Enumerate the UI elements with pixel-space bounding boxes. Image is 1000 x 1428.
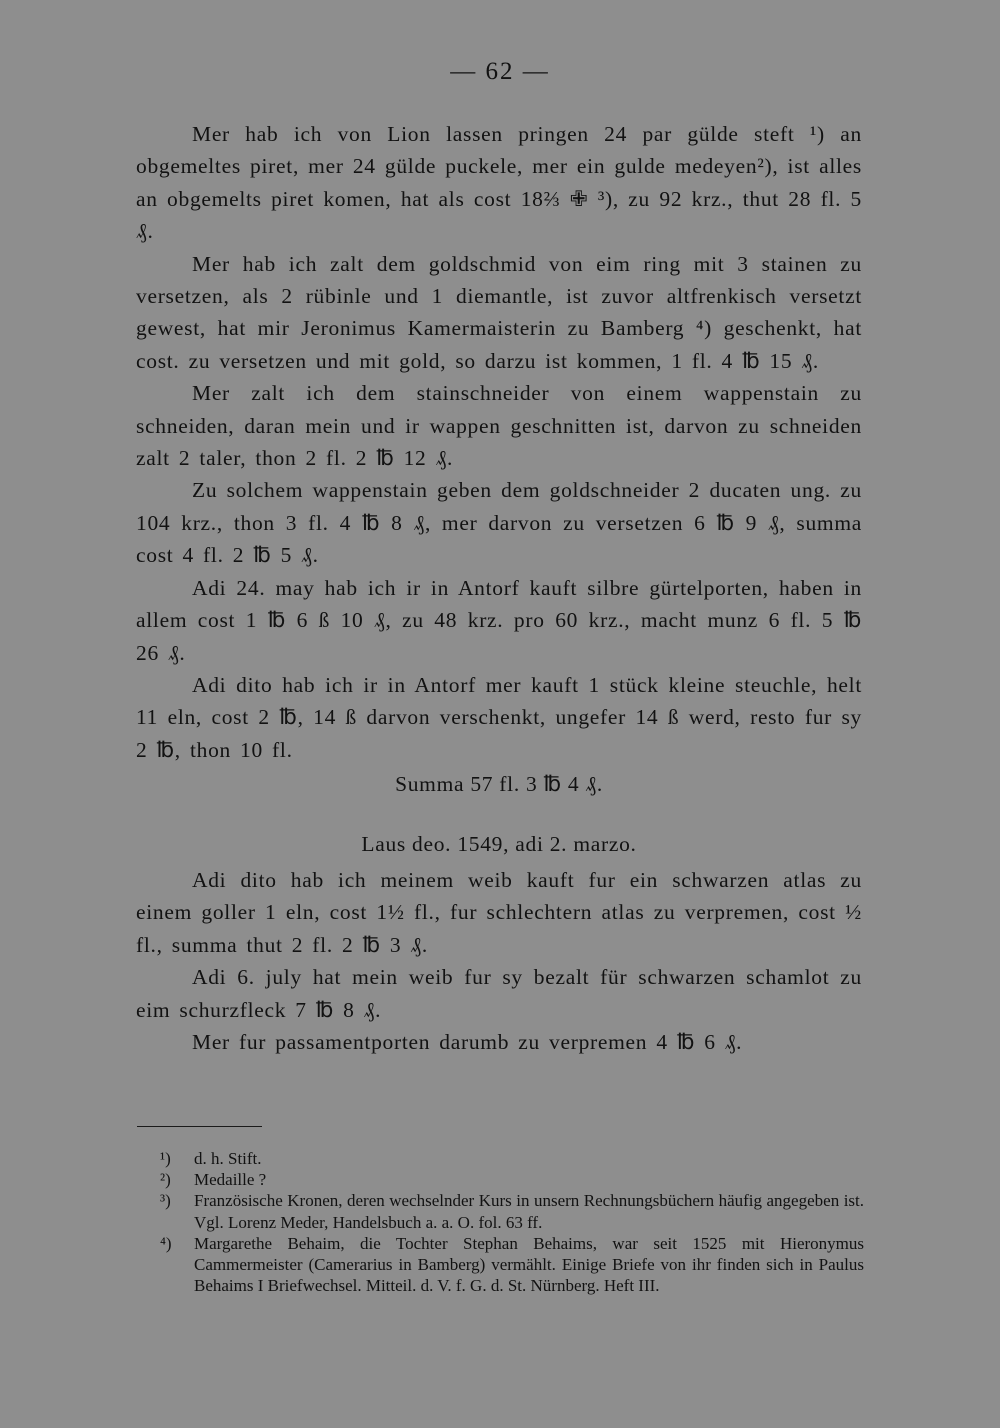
footnote-mark: ³) <box>160 1191 171 1211</box>
paragraph: Mer hab ich von Lion lassen pringen 24 par gülde steft ¹) an obgemeltes piret, mer 24 gülde puckele, mer ein gulde medeyen²), ist alles an obgemelts piret komen, hat als cost 18⅔ ✙ ³), zu 92 krz., thut 28 fl. 5 ₰. <box>136 122 862 244</box>
paragraph: Mer hab ich zalt dem goldschmid von eim ring mit 3 stainen zu versetzen, als 2 rübinle und 1 diemantle, ist zuvor altfrenkisch versetzt gewest, hat mir Jeronimus Kamermaisterin zu Bamberg ⁴) geschenkt, hat cost. zu versetzen und mit gold, so darzu ist kommen, 1 fl. 4 ℔ 15 ₰. <box>136 251 862 373</box>
footnote-text: d. h. Stift. <box>194 1149 262 1168</box>
footnote-text: Französische Kronen, deren wechselnder Kurs in unsern Rechnungsbüchern häufig angegeben ist. Vgl. Lorenz Meder, Handelsbuch a. a. O. fol. 63 ff. <box>194 1191 864 1232</box>
footnote-mark: ²) <box>160 1170 171 1190</box>
footnote <box>160 1148 864 1169</box>
paragraph: Adi 6. july hat mein weib fur sy bezalt für schwarzen schamlot zu eim schurzfleck 7 ℔ 8 ₰. <box>136 965 862 1022</box>
paragraph: Mer fur passamentporten darumb zu verpremen 4 ℔ 6 ₰. <box>192 1029 743 1054</box>
footnote <box>160 1169 864 1190</box>
section-heading: Laus deo. 1549, adi 2. marzo. <box>361 831 637 856</box>
footnote-text: Medaille ? <box>194 1170 267 1190</box>
page-number: — 62 — <box>450 58 550 85</box>
paragraph: Zu solchem wappenstain geben dem goldschneider 2 ducaten ung. zu 104 krz., thon 3 fl. 4 ℔ 8 ₰, mer darvon zu versetzen 6 ℔ 9 ₰, summa cost 4 fl. 2 ℔ 5 ₰. <box>136 478 862 568</box>
paragraph: Adi dito hab ich meinem weib kauft fur ein schwarzen atlas zu einem goller 1 eln, cost 1½ fl., fur schlechtern atlas zu verpremen, cost ½ fl., summa thut 2 fl. 2 ℔ 3 ₰. <box>136 867 862 957</box>
summa-line: Summa 57 fl. 3 ℔ 4 ₰. <box>395 772 603 797</box>
paragraph: Mer zalt ich dem stainschneider von einem wappenstain zu schneiden, daran mein und ir wappen geschnitten ist, darvon zu schneiden zalt 2 taler, thon 2 fl. 2 ℔ 12 ₰. <box>136 381 862 471</box>
paragraph: Adi dito hab ich ir in Antorf mer kauft 1 stück kleine steuchle, helt 11 eln, cost 2 ℔, 14 ß darvon verschenkt, ungefer 14 ß werd, resto fur sy 2 ℔, thon 10 fl. <box>136 672 862 762</box>
footnote-mark: ¹) <box>160 1149 171 1168</box>
footnote-mark: ⁴) <box>160 1233 172 1253</box>
footnote <box>160 1233 864 1297</box>
paragraph: Adi 24. may hab ich ir in Antorf kauft silbre gürtelporten, haben in allem cost 1 ℔ 6 ß 10 ₰, zu 48 krz. pro 60 krz., macht munz 6 fl. 5 ℔ 26 ₰. <box>136 575 862 665</box>
footnote-divider <box>137 1126 262 1127</box>
main-text <box>136 118 862 1058</box>
footnotes <box>160 1148 864 1296</box>
footnote-text: Margarethe Behaim, die Tochter Stephan Behaims, war seit 1525 mit Hieronymus Cammermeister (Camerarius in Bamberg) vermählt. Einige Briefe von ihr finden sich in Paulus Behaims I Briefwechsel. Mitteil. d. V. f. G. d. St. Nürnberg. Heft III. <box>194 1233 864 1296</box>
footnote <box>160 1190 864 1232</box>
